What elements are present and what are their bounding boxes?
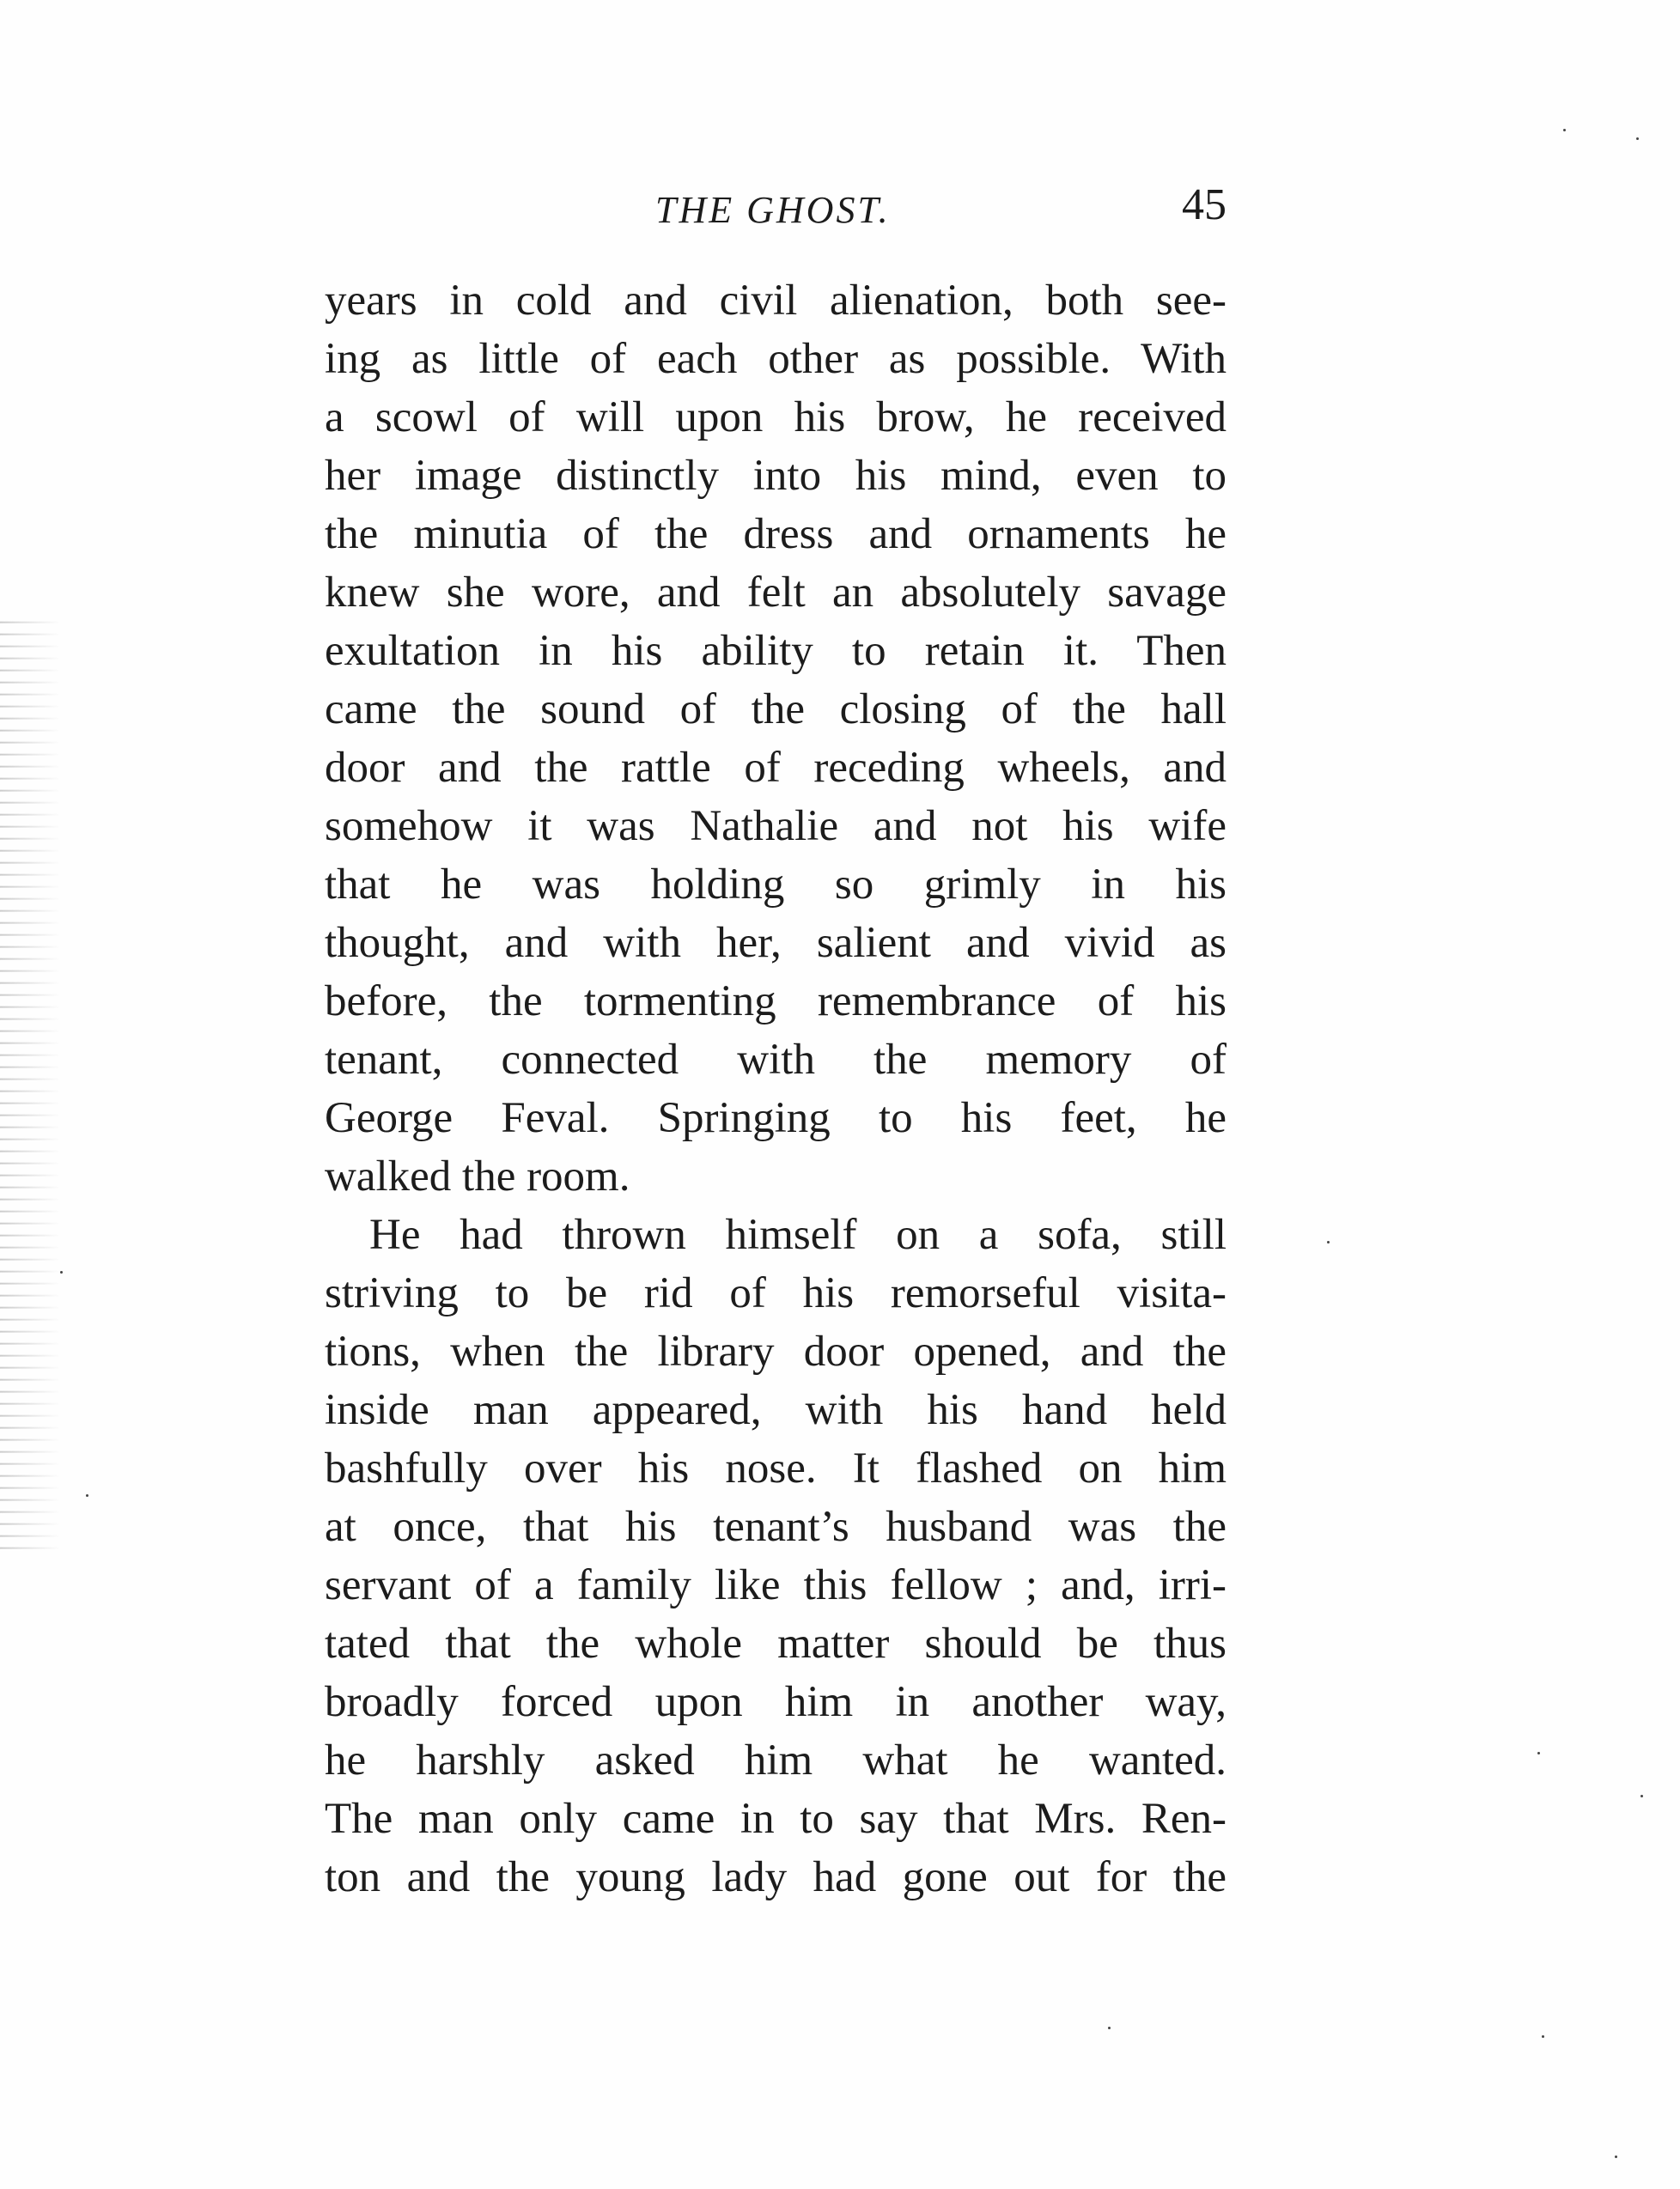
scan-speck	[1108, 2027, 1111, 2029]
text-line: tenant, connected with the memory of	[325, 1036, 1227, 1084]
text-line: He had thrown himself on a sofa, still	[369, 1211, 1227, 1259]
text-line: tions, when the library door opened, and the	[325, 1328, 1227, 1376]
text-line: tated that the whole matter should be thus	[325, 1620, 1227, 1668]
running-title: THE GHOST.	[655, 189, 891, 231]
text-line: broadly forced upon him in another way,	[325, 1678, 1227, 1726]
scan-speck	[1542, 2035, 1544, 2038]
text-line: door and the rattle of receding wheels, and	[325, 744, 1227, 792]
scan-speck	[86, 1494, 88, 1497]
text-line: George Feval. Springing to his feet, he	[325, 1094, 1227, 1142]
scan-speck	[1563, 129, 1566, 131]
text-line: knew she wore, and felt an absolutely savage	[325, 569, 1227, 617]
text-line: servant of a family like this fellow ; and, irri-	[325, 1561, 1227, 1609]
text-line: ing as little of each other as possible. With	[325, 335, 1227, 383]
text-line: striving to be rid of his remorseful visita-	[325, 1269, 1227, 1317]
running-head	[325, 180, 1227, 245]
text-line: ton and the young lady had gone out for the	[325, 1853, 1227, 1901]
text-line: somehow it was Nathalie and not his wife	[325, 802, 1227, 850]
binding-edge-shadow	[0, 618, 60, 1554]
text-line: bashfully over his nose. It flashed on him	[325, 1444, 1227, 1493]
text-line: at once, that his tenant’s husband was the	[325, 1503, 1227, 1551]
scan-speck	[1640, 1795, 1643, 1797]
text-line: that he was holding so grimly in his	[325, 860, 1227, 909]
text-line: her image distinctly into his mind, even to	[325, 452, 1227, 500]
text-line: walked the room.	[325, 1152, 630, 1201]
text-line: a scowl of will upon his brow, he received	[325, 393, 1227, 441]
scan-speck	[60, 1271, 63, 1274]
scan-speck	[1327, 1241, 1330, 1243]
text-line: exultation in his ability to retain it. Then	[325, 627, 1227, 675]
body-text	[325, 271, 1227, 1906]
text-line: he harshly asked him what he wanted.	[325, 1736, 1227, 1785]
text-line: The man only came in to say that Mrs. Ren-	[325, 1795, 1227, 1843]
text-line: before, the tormenting remembrance of his	[325, 977, 1227, 1025]
text-line: the minutia of the dress and ornaments he	[325, 510, 1227, 558]
text-line: thought, and with her, salient and vivid as	[325, 919, 1227, 967]
page-number: 45	[1182, 180, 1227, 229]
text-line: came the sound of the closing of the hall	[325, 685, 1227, 733]
scan-speck	[1636, 137, 1639, 140]
scan-speck	[1615, 2156, 1617, 2158]
text-line: inside man appeared, with his hand held	[325, 1386, 1227, 1434]
text-line: years in cold and civil alienation, both see-	[325, 277, 1227, 325]
scan-speck	[1537, 1752, 1540, 1754]
